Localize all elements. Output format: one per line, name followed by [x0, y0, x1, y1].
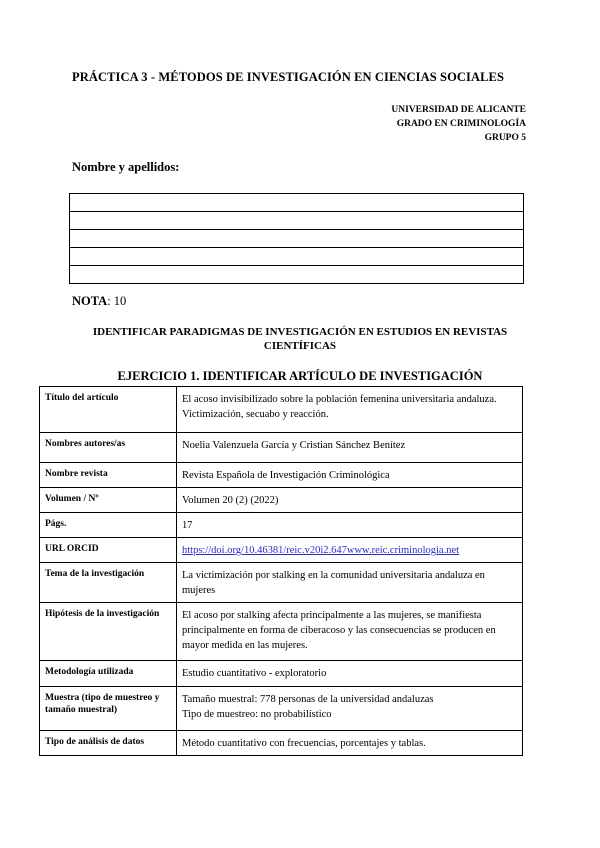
- row-value: Volumen 20 (2) (2022): [177, 488, 523, 513]
- sample-type: Tipo de muestreo: no probabilístico: [182, 709, 332, 720]
- grade-value: : 10: [107, 294, 127, 308]
- table-row: [40, 387, 523, 433]
- orcid-link[interactable]: https://doi.org/10.46381/reic.v20i2.647www.reic.criminologia.net: [182, 545, 460, 556]
- university-name: UNIVERSIDAD DE ALICANTE: [391, 105, 526, 115]
- row-label: Nombres autores/as: [40, 433, 177, 463]
- table-row: [40, 731, 523, 756]
- row-value: Noelia Valenzuela García y Cristian Sánchez Benítez: [177, 433, 523, 463]
- table-row: [40, 687, 523, 731]
- row-value: El acoso invisibilizado sobre la población femenina universitaria andaluza. Victimización, secuabo y reacción.: [177, 387, 523, 433]
- name-line[interactable]: [70, 230, 524, 248]
- row-label: Tema de la investigación: [40, 563, 177, 603]
- name-label: Nombre y apellidos:: [72, 160, 180, 174]
- table-row: [40, 433, 523, 463]
- institution-block: [391, 103, 526, 145]
- table-row: [40, 488, 523, 513]
- name-line[interactable]: [70, 194, 524, 212]
- group-name: GRUPO 5: [484, 133, 526, 143]
- grade: [72, 294, 126, 309]
- row-value: Estudio cuantitativo - exploratorio: [177, 661, 523, 687]
- row-label: Volumen / Nº: [40, 488, 177, 513]
- row-label: Muestra (tipo de muestreo y tamaño muestral): [40, 687, 177, 731]
- document-title: PRÁCTICA 3 - MÉTODOS DE INVESTIGACIÓN EN CIENCIAS SOCIALES: [72, 70, 505, 84]
- degree-name: GRADO EN CRIMINOLOGÍA: [396, 119, 526, 129]
- section-title: IDENTIFICAR PARADIGMAS DE INVESTIGACIÓN EN ESTUDIOS EN REVISTAS CIENTÍFICAS: [92, 326, 508, 352]
- row-value: La victimización por stalking en la comunidad universitaria andaluza en mujeres: [177, 563, 523, 603]
- table-row: [40, 538, 523, 563]
- row-label: Nombre revista: [40, 463, 177, 488]
- row-value: [177, 687, 523, 731]
- row-value: [177, 538, 523, 563]
- row-label: Págs.: [40, 513, 177, 538]
- row-value: Método cuantitativo con frecuencias, porcentajes y tablas.: [177, 731, 523, 756]
- row-label: Hipótesis de la investigación: [40, 603, 177, 661]
- grade-label: NOTA: [72, 294, 108, 308]
- sample-size: Tamaño muestral: 778 personas de la universidad andaluzas: [182, 694, 434, 705]
- row-label: Tipo de análisis de datos: [40, 731, 177, 756]
- table-row: [40, 463, 523, 488]
- name-line[interactable]: [70, 266, 524, 284]
- row-value: Revista Española de Investigación Criminológica: [177, 463, 523, 488]
- name-entry-box: [69, 193, 524, 284]
- article-table: [39, 386, 523, 756]
- table-row: [40, 603, 523, 661]
- name-line[interactable]: [70, 212, 524, 230]
- row-label: Título del artículo: [40, 387, 177, 433]
- name-line[interactable]: [70, 248, 524, 266]
- table-row: [40, 661, 523, 687]
- table-row: [40, 563, 523, 603]
- exercise-title: EJERCICIO 1. IDENTIFICAR ARTÍCULO DE INVESTIGACIÓN: [117, 369, 483, 383]
- row-value: 17: [177, 513, 523, 538]
- table-row: [40, 513, 523, 538]
- row-label: Metodología utilizada: [40, 661, 177, 687]
- row-value: El acoso por stalking afecta principalmente a las mujeres, se manifiesta principalmente en forma de ciberacoso y las consecuencias se producen en mayor medida en las mujeres.: [177, 603, 523, 661]
- row-label: URL ORCID: [40, 538, 177, 563]
